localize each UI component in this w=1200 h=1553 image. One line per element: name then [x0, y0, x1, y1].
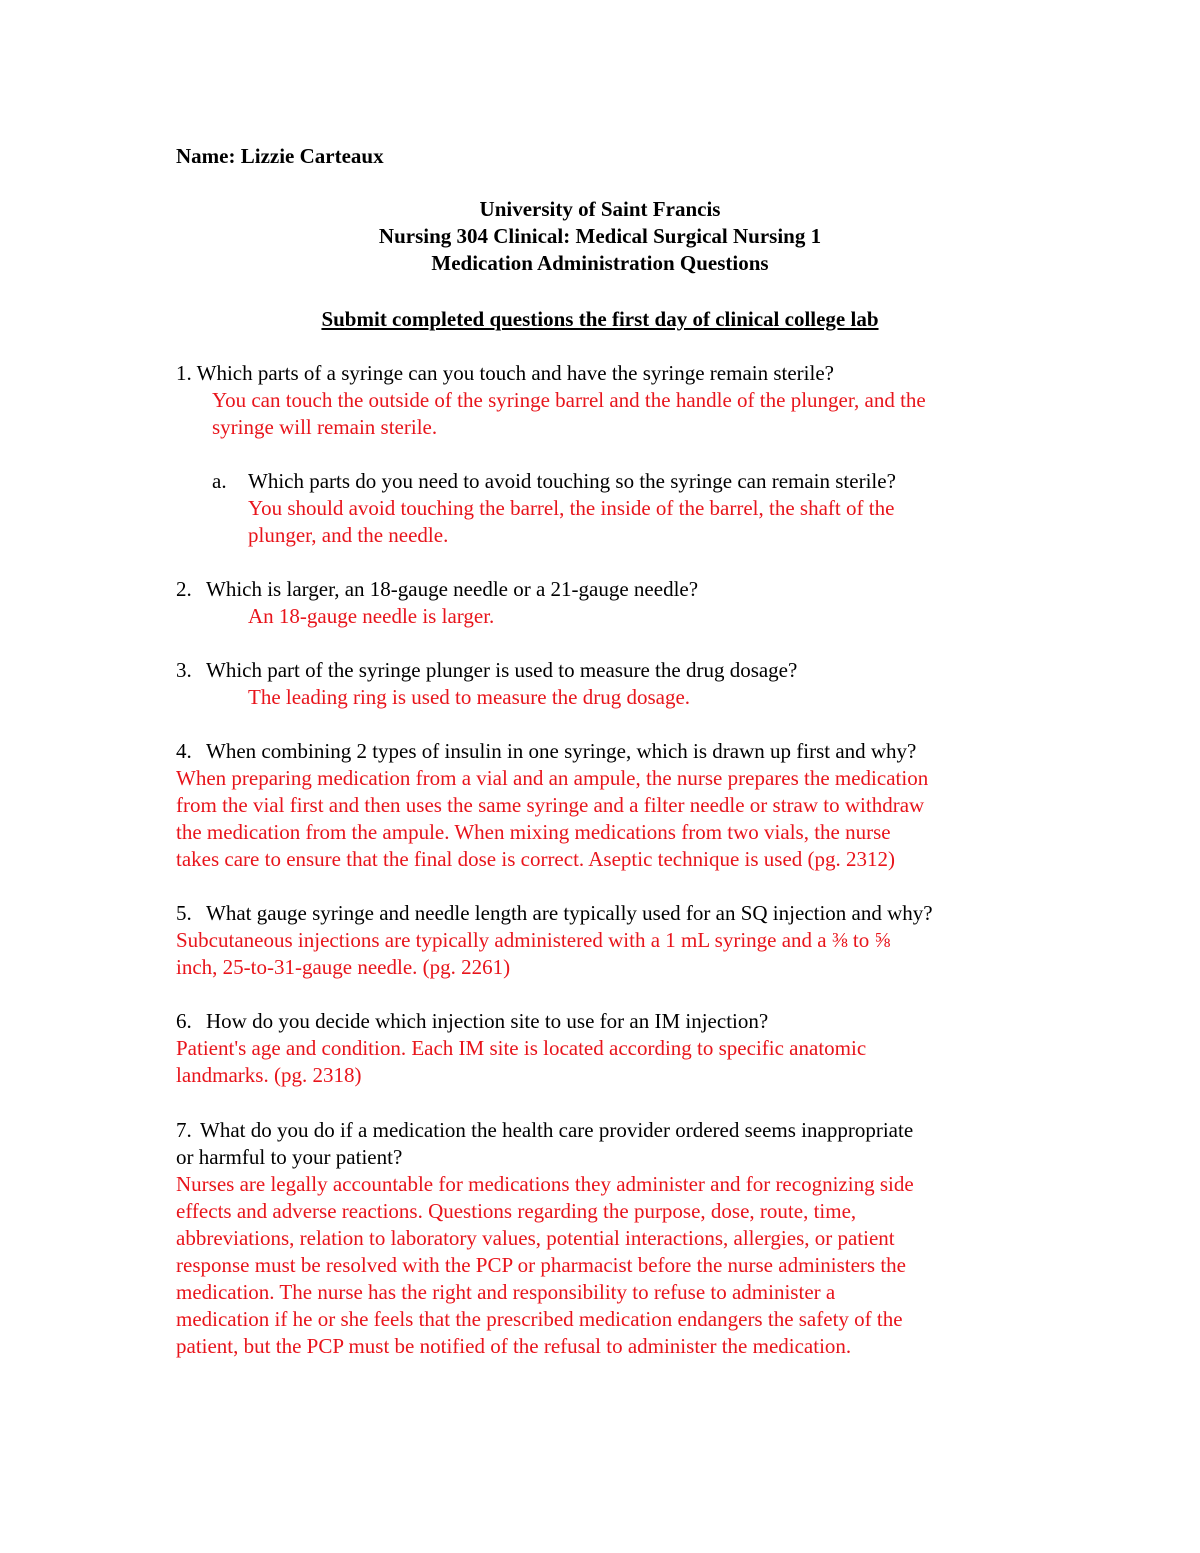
answer-7-line-2: effects and adverse reactions. Questions regarding the purpose, dose, route, time,	[176, 1199, 857, 1223]
question-1	[176, 360, 834, 387]
subquestion-1a: Which parts do you need to avoid touching so the syringe can remain sterile?	[248, 469, 896, 493]
student-name: Name: Lizzie Carteaux	[176, 144, 384, 168]
question-number: 6.	[176, 1009, 192, 1033]
submission-instructions: Submit completed questions the first day of clinical college lab	[321, 307, 879, 331]
answer-4-line-1: When preparing medication from a vial and an ampule, the nurse prepares the medication	[176, 766, 929, 790]
answer-3: The leading ring is used to measure the drug dosage.	[248, 685, 691, 709]
answer-7-line-3: abbreviations, relation to laboratory values, potential interactions, allergies, or patient	[176, 1226, 895, 1250]
question-5: What gauge syringe and needle length are typically used for an SQ injection and why?	[206, 901, 933, 925]
answer-1-line-2: syringe will remain sterile.	[212, 415, 438, 439]
subquestion-label: a.	[212, 469, 227, 493]
answer-5-line-1: Subcutaneous injections are typically administered with a 1 mL syringe and a ⅜ to ⅝	[176, 928, 891, 952]
question-number: 1.	[176, 361, 192, 385]
answer-7-line-5: medication. The nurse has the right and responsibility to refuse to administer a	[176, 1280, 836, 1304]
answer-4-line-4: takes care to ensure that the final dose is correct. Aseptic technique is used (pg. 2312)	[176, 847, 896, 871]
answer-5-line-2: inch, 25-to-31-gauge needle. (pg. 2261)	[176, 955, 511, 979]
question-7-line-2: or harmful to your patient?	[176, 1145, 403, 1169]
question-6: How do you decide which injection site to use for an IM injection?	[206, 1009, 769, 1033]
question-4: When combining 2 types of insulin in one syringe, which is drawn up first and why?	[206, 739, 917, 763]
question-number: 7.	[176, 1118, 192, 1142]
question-number: 5.	[176, 901, 192, 925]
question-text: Which parts of a syringe can you touch and have the syringe remain sterile?	[196, 361, 834, 385]
course-title: Nursing 304 Clinical: Medical Surgical Nursing 1	[378, 224, 822, 248]
answer-1-line-1: You can touch the outside of the syringe barrel and the handle of the plunger, and the	[212, 388, 926, 412]
question-3: Which part of the syringe plunger is used to measure the drug dosage?	[206, 658, 798, 682]
answer-6-line-2: landmarks. (pg. 2318)	[176, 1063, 362, 1087]
answer-4-line-3: the medication from the ampule. When mixing medications from two vials, the nurse	[176, 820, 891, 844]
answer-7-line-6: medication if he or she feels that the prescribed medication endangers the safety of the	[176, 1307, 903, 1331]
answer-1a-line-1: You should avoid touching the barrel, the inside of the barrel, the shaft of the	[248, 496, 895, 520]
answer-4-line-2: from the vial first and then uses the same syringe and a filter needle or straw to withdraw	[176, 793, 925, 817]
answer-1a-line-2: plunger, and the needle.	[248, 523, 449, 547]
question-number: 3.	[176, 658, 192, 682]
answer-7-line-1: Nurses are legally accountable for medications they administer and for recognizing side	[176, 1172, 914, 1196]
answer-6-line-1: Patient's age and condition. Each IM site is located according to specific anatomic	[176, 1036, 867, 1060]
university-name: University of Saint Francis	[479, 197, 721, 221]
question-2: Which is larger, an 18-gauge needle or a 21-gauge needle?	[206, 577, 699, 601]
answer-7-line-7: patient, but the PCP must be notified of the refusal to administer the medication.	[176, 1334, 852, 1358]
question-number: 2.	[176, 577, 192, 601]
answer-7-line-4: response must be resolved with the PCP or pharmacist before the nurse administers the	[176, 1253, 906, 1277]
question-7-line-1: What do you do if a medication the health care provider ordered seems inappropriate	[200, 1118, 914, 1142]
document-title: Medication Administration Questions	[431, 251, 769, 275]
question-number: 4.	[176, 739, 192, 763]
answer-2: An 18-gauge needle is larger.	[248, 604, 495, 628]
